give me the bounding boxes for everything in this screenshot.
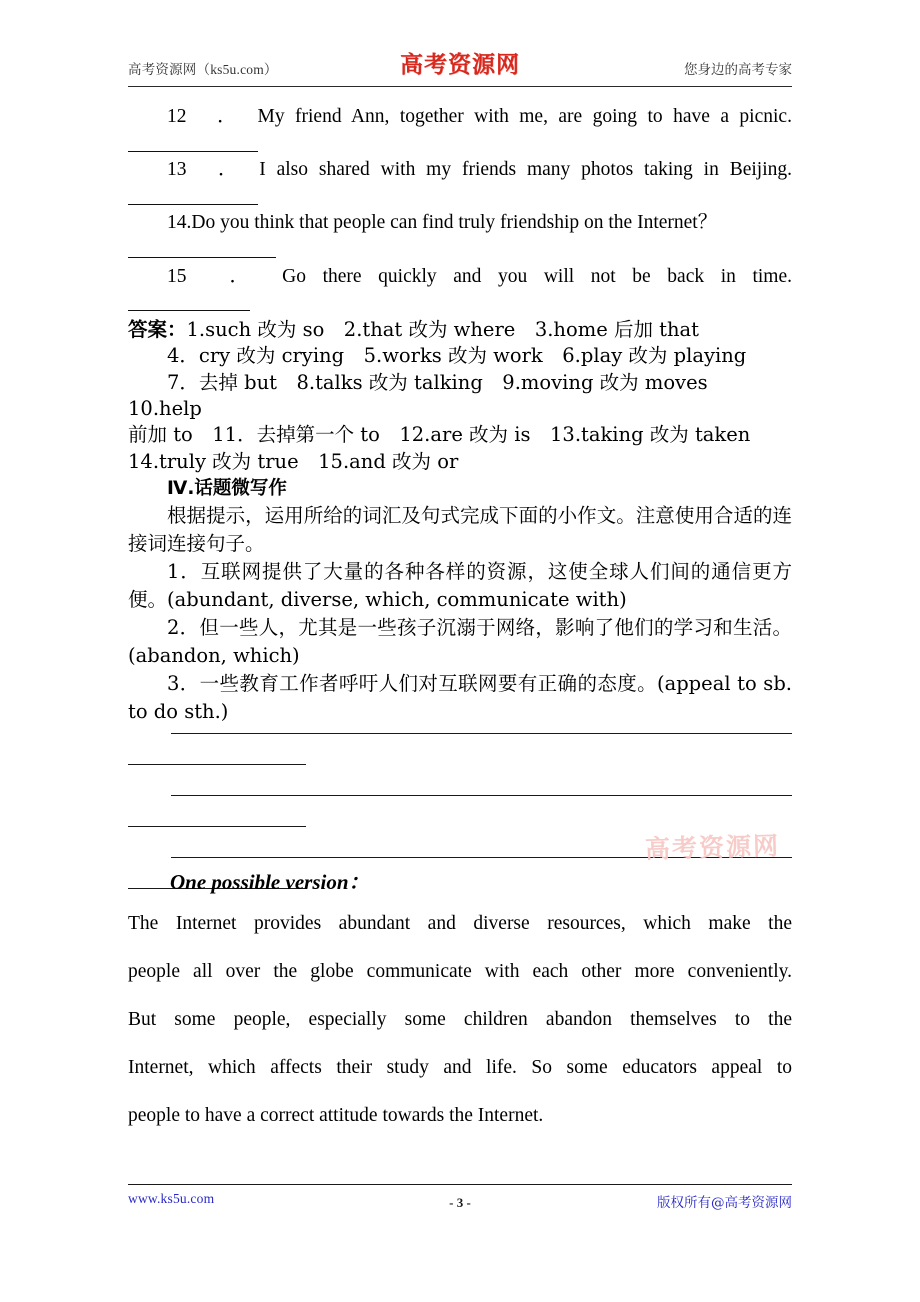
answer-key-line	[128, 343, 792, 369]
writing-prompt-text: 3．一些教育工作者呼吁人们对互联网要有正确的态度。(appeal to sb. to do sth.)	[128, 672, 792, 724]
question-dot: ．	[217, 106, 233, 127]
answer-key-text: 4．cry 改为 crying 5.works 改为 work 6.play 改为 playing	[167, 344, 747, 368]
page-header	[128, 50, 792, 86]
question-number: 12	[167, 106, 187, 127]
section-instruction-text: 根据提示，运用所给的词汇及句式完成下面的小作文。注意使用合适的连接词连接句子。	[128, 504, 792, 556]
section-heading	[128, 475, 792, 502]
writing-line-row[interactable]	[128, 784, 792, 815]
possible-version-body	[128, 900, 792, 1140]
answer-blank[interactable]	[128, 310, 250, 311]
answer-key-label: 答案：	[128, 317, 187, 341]
answer-key-line	[128, 449, 792, 475]
answer-key-text: 14.truly 改为 true 15.and 改为 or	[128, 449, 459, 473]
question-item	[128, 264, 792, 291]
question-blank-row	[128, 131, 792, 158]
answer-key-text: 1.such 改为 so 2.that 改为 where 3.home 后加 that	[186, 317, 700, 341]
question-number: 14.	[167, 212, 192, 234]
footer-page-number: - 3 -	[449, 1195, 471, 1210]
writing-prompt	[128, 670, 792, 726]
question-item	[128, 210, 792, 237]
answer-key-line	[128, 317, 792, 343]
version-line: The Internet provides abundant and diverse resources, which make the	[128, 913, 792, 934]
footer-divider	[128, 1184, 792, 1185]
question-dot: ．	[229, 265, 251, 287]
question-blank-row	[128, 237, 792, 264]
version-line: But some people, especially some children abandon themselves to the	[128, 1009, 792, 1030]
header-slogan: 您身边的高考专家	[684, 62, 792, 77]
writing-line-long[interactable]	[171, 795, 792, 796]
version-line: people all over the globe communicate with each other more conveniently.	[128, 961, 792, 982]
watermark-text: 高考资源网	[644, 831, 781, 864]
possible-version-heading: One possible version：	[170, 870, 370, 894]
answer-key-line	[128, 370, 792, 423]
answer-blank[interactable]	[128, 151, 258, 152]
page-footer	[128, 1189, 792, 1213]
question-number: 15	[167, 265, 187, 287]
section-heading-text: Ⅳ.话题微写作	[167, 478, 287, 500]
answer-key-text: 前加 to 11．去掉第一个 to 12.are 改为 is 13.taking 改为 taken	[128, 423, 751, 447]
question-number: 13	[167, 159, 187, 181]
version-line: people to have a correct attitude towards the Internet.	[128, 1105, 544, 1126]
writing-line-long[interactable]	[171, 733, 792, 734]
header-logo-text: 高考资源网	[400, 51, 520, 78]
footer-url[interactable]: www.ks5u.com	[128, 1191, 215, 1206]
version-line: Internet, which affects their study and life. So some educators appeal to	[128, 1057, 792, 1078]
question-dot: ．	[218, 159, 234, 181]
answer-blank[interactable]	[128, 204, 258, 205]
header-site-label: 高考资源网（ks5u.com）	[128, 62, 278, 77]
writing-line-short[interactable]	[128, 826, 306, 827]
writing-line-short[interactable]	[128, 764, 306, 765]
question-text: Go there quickly and you will not be back in time.	[282, 265, 792, 287]
answer-key-line	[128, 422, 792, 448]
section-instruction	[128, 502, 792, 558]
document-body	[128, 104, 792, 726]
question-item	[128, 104, 792, 131]
header-divider	[128, 86, 792, 87]
writing-line-row[interactable]	[128, 753, 792, 784]
writing-prompt-text: 2．但一些人，尤其是一些孩子沉溺于网络，影响了他们的学习和生活。(abandon, which)	[128, 616, 792, 668]
footer-copyright: 版权所有@高考资源网	[657, 1195, 792, 1211]
answer-key-block	[128, 317, 792, 475]
answer-key-text: 7．去掉 but 8.talks 改为 talking 9.moving 改为 moves 10.help	[128, 370, 728, 420]
question-blank-row	[128, 184, 792, 211]
writing-line-row[interactable]	[128, 722, 792, 753]
answer-blank[interactable]	[128, 257, 276, 258]
question-blank-row	[128, 290, 792, 317]
question-item	[128, 157, 792, 184]
writing-prompt	[128, 614, 792, 670]
writing-prompt-text: 1．互联网提供了大量的各种各样的资源，这使全球人们间的通信更方便。(abundant, diverse, which, communicate with)	[128, 560, 792, 612]
question-text: I also shared with my friends many photos taking in Beijing.	[259, 159, 792, 181]
writing-prompt	[128, 558, 792, 614]
question-text: My friend Ann, together with me, are going to have a picnic.	[257, 106, 792, 127]
question-text: Do you think that people can find truly friendship on the Internet？	[191, 212, 718, 234]
